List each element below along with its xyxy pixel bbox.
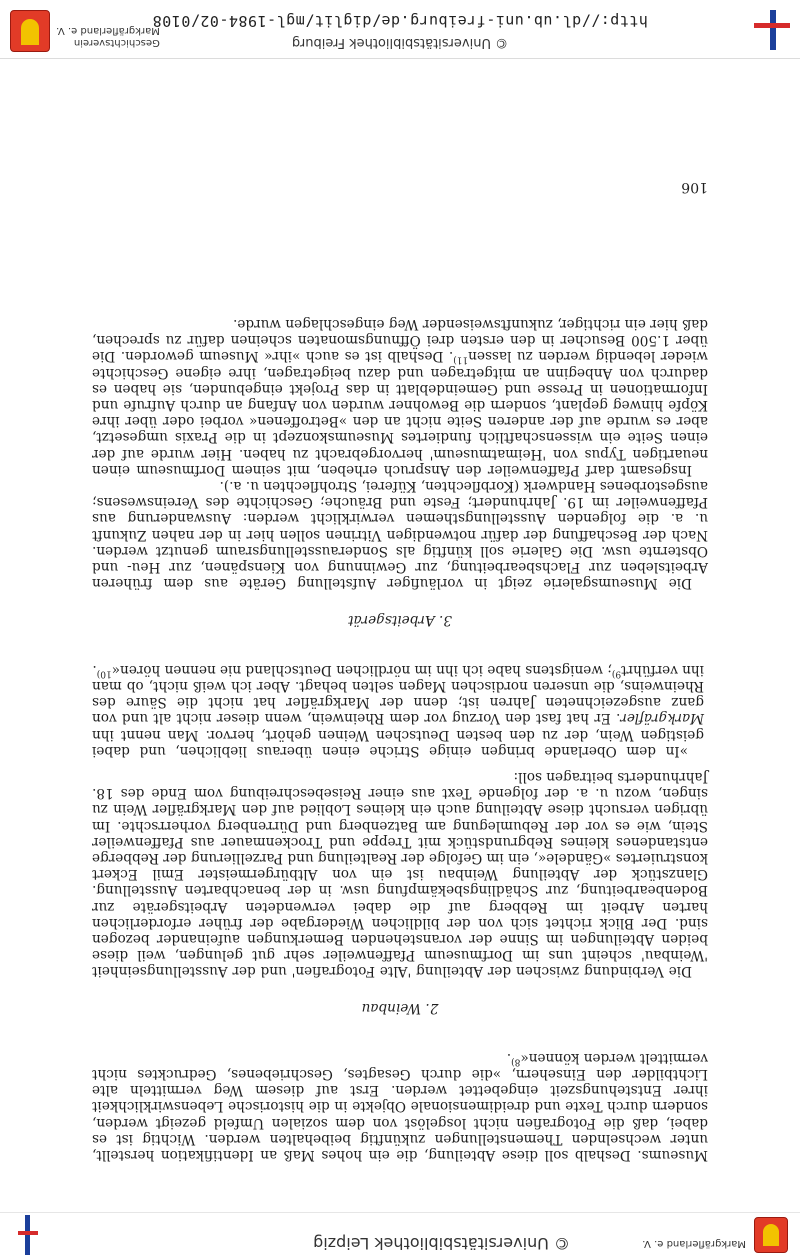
header-copyright: © Universitätsbibliothek Leipzig bbox=[313, 1234, 570, 1253]
quote-italic-term: Markgräfler bbox=[620, 710, 704, 727]
coat-of-arms-icon bbox=[754, 1217, 788, 1253]
header-org-label: Markgräflerland e. V. bbox=[642, 1238, 746, 1249]
footer-copyright: © Universitätsbibliothek Freiburg bbox=[291, 35, 509, 50]
viewer-footer-band bbox=[0, 0, 800, 59]
section-heading-arbeitsgeraet: 3. Arbeitsgerät bbox=[348, 611, 452, 628]
intro-paragraph: Museums. Deshalb soll diese Abteilung, die ein hohes Maß an Identifikation herstellt, unter wechselnden Themenstellungen zukünftig beibehalten werden. Wichtig ist es dabei, daß die Fotografien nicht losgelöst von dem sozialen Umfeld gezeigt werden, sondern durch Texte und dreidimensionale Objekte in die historische Lebenswirklichkeit ihrer Entstehungszeit eingebettet werden. Erst auf diesem Weg vermitteln alte Lichtbilder den Einsehern, »die durch Gesagtes, Geschriebenes, Gedrucktes nicht vermittelt werden können«$^{8)}$. bbox=[92, 1049, 708, 1163]
footnote-ref-9[interactable]: 9) bbox=[611, 668, 622, 679]
coat-of-arms-icon bbox=[10, 10, 50, 52]
arbeitsgeraet-paragraph-2: Insgesamt darf Pfaffenweiler den Anspruch erheben, mit seinem Dorfmuseum einen neuartigen Typus von 'Heimatmuseum' hervorgebracht zu haben. Hier wurde auf der einen Seite ein wissenschaftlich fundiertes Museumskonzept in die Praxis umgesetzt, aber es wurde auf der anderen Seite nicht an den »Betroffenen« vorbei oder über ihre Köpfe hinweg geplant, sondern die Bewohner wurden von Anfang an durch Aufrufe und Informationen in Presse und Gemeindeblatt in das Projekt eingebunden, sie haben es dadurch von Anbeginn an mitgetragen und dazu beigetragen, ihre eigene Geschichte wieder lebendig werden zu lassen$^{11)}$. Deshalb ist es auch »ihr« Museum geworden. Die über 1.500 Besucher in den ersten drei Öffnungsmonaten scheinen dafür zu sprechen, daß hier ein richtiger, zukunftsweisender Weg eingeschlagen wurde. bbox=[92, 316, 708, 478]
footnote-ref-8[interactable]: 8) bbox=[511, 1056, 521, 1067]
footer-org-label: Geschichtsverein Markgräflerland e. V. bbox=[56, 25, 160, 48]
arbeitsgeraet-paragraph-1: Die Museumsgalerie zeigt in vorläufiger Aufstellung Geräte aus dem früheren Arbeitsleben zur Flachsbearbeitung, zur Gewinnung von Kienspänen, zur Heu- und Obsternte usw. Die Galerie soll künftig als Sonderausstellungsraum genutzt werden. Nach der Beschaffung der dafür notwendigen Vitrinen sollen hier in der nahen Zukunft u. a. die folgenden Ausstellungsthemen verwirklicht werden: Auswanderung aus Pfaffenweiler im 19. Jahrhundert; Feste und Bräuche; Geschichte des Vereinswesens; ausgestorbenes Handwerk (Korbflechten, Küferei, Strohflechten u. a.). bbox=[92, 478, 708, 592]
library-logo-icon bbox=[18, 1215, 38, 1255]
travel-quote: »In dem Oberlande bringen einige Striche einen überaus lieblichen, und dabei geistigen Wein, der zu den besten Deutschen Weinen gehört, hervor. Man nennt ihn Markgräfler. Er hat fast den Vorzug vor dem Rheinwein, wenn dieser nicht alt und von ganz ausgezeichneten Jahren ist; denn der Markgräfler hat nicht die Säure des Rheinweins, die unseren nordischen Magen selten behagt. Aber ich weiß nicht, ob man ihn verführt$^{9)}$; wenigstens habe ich ihn im nördlichen Deutschland nie nennen hören«$^{10)}$. bbox=[92, 661, 704, 759]
permalink-url[interactable]: http://dl.ub.uni-freiburg.de/diglit/mgl-1984-02/0108 bbox=[152, 12, 648, 30]
footnote-ref-11[interactable]: 11) bbox=[453, 355, 469, 365]
page-number: 106 bbox=[681, 179, 708, 195]
document-body bbox=[92, 316, 708, 1163]
weinbau-paragraph: Die Verbindung zwischen der Abteilung 'Alte Fotografien' und der Ausstellungseinheit 'Weinbau' scheint uns im Dorfmuseum Pfaffenweiler sehr gut gelungen, weil diese beiden Abteilungen im Sinne der voranstehenden Bemerkungen aufeinander bezogen sind. Der Blick richtet sich von der bildlichen Wiedergabe der früher erforderlichen harten Arbeit im Rebberg auf die dabei verwendeten Arbeitsgeräte zur Bodenbearbeitung, zur Schädlingsbekämpfung usw. in der benachbarten Ausstellung. Glanzstück der Abteilung Weinbau ist ein von Altbürgermeister Emil Eckert konstruiertes »Gändele«, ein im Gefolge der Realteilung und Parzellierung der Rebberge entstandenes kleines Rebgrundstück mit Treppe und Trockenmauer aus Pfaffenweiler Stein, wie es vor der Rebumlegung am Batzenberg und Dürrenberg vorherrschte. Im übrigen versucht diese Abteilung auch ein kleines Loblied auf den Markgräfler Wein zu singen, wozu u. a. der folgende Text aus einer Reisebeschreibung vom Ende des 18. Jahrhunderts beitragen soll: bbox=[92, 768, 708, 980]
viewer-header-band bbox=[0, 1212, 800, 1259]
footnote-ref-10[interactable]: 10) bbox=[96, 668, 112, 679]
section-heading-weinbau: 2. Weinbau bbox=[361, 999, 439, 1016]
